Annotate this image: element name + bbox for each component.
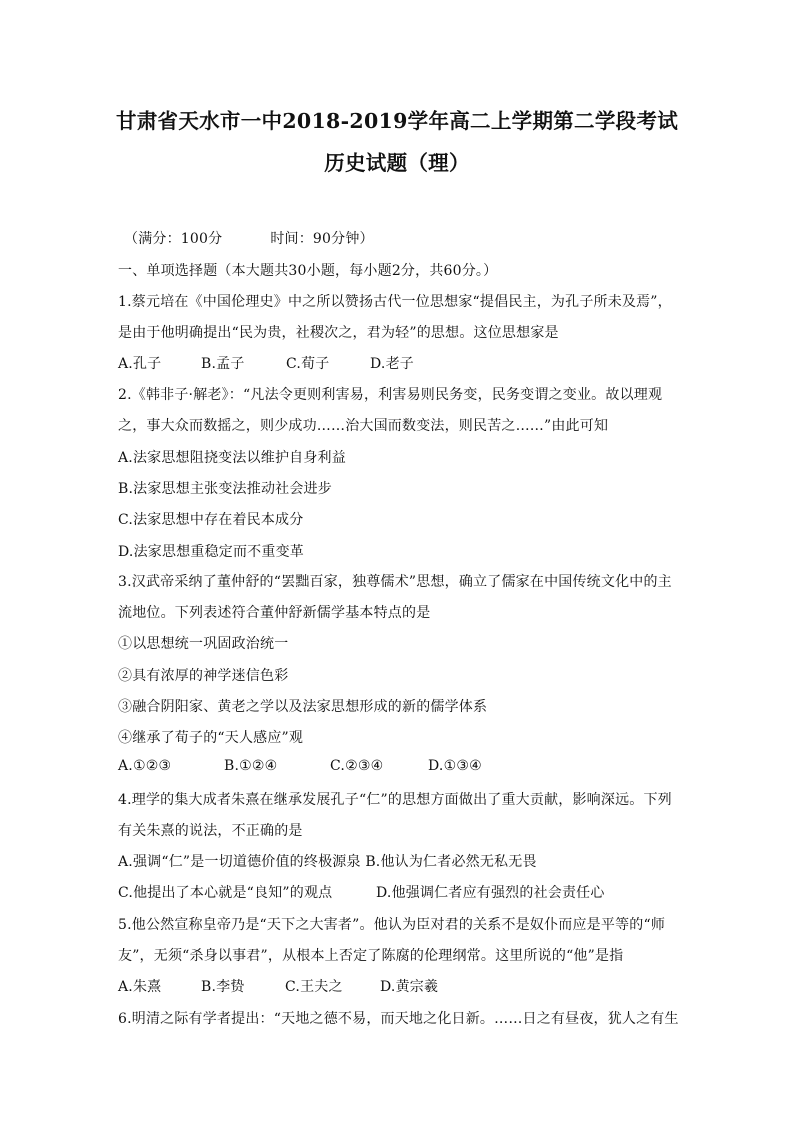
question-5-stem-line-1: 5.他公然宣称皇帝乃是“天下之大害者”。他认为臣对君的关系不是奴仆而应是平等的“师 <box>118 917 666 933</box>
question-1-stem-line-2: 是由于他明确提出“民为贵，社稷次之，君为轻”的思想。这位思想家是 <box>118 325 559 341</box>
question-3-item-3: ③融合阴阳家、黄老之学以及法家思想形成的新的儒学体系 <box>118 699 488 715</box>
question-2-stem-line-2: 之，事大众而数摇之，则少成功……治大国而数变法，则民苦之……”由此可知 <box>118 418 609 434</box>
question-3-item-4: ④继承了荀子的“天人感应”观 <box>118 730 304 746</box>
option-b: B.①②④ <box>224 758 278 774</box>
option-d: D.①③④ <box>428 758 482 774</box>
question-6-stem-line-1: 6.明清之际有学者提出：“天地之德不易，而天地之化日新。……日之有昼夜，犹人之有生 <box>118 1011 679 1027</box>
question-5-options <box>118 976 438 996</box>
option-d: D.黄宗羲 <box>380 979 439 995</box>
question-3-item-1: ①以思想统一巩固政治统一 <box>118 636 289 652</box>
question-2-option-c: C.法家思想中存在着民本成分 <box>118 512 304 528</box>
question-5-stem-line-2: 友”，无须“杀身以事君”，从根本上否定了陈腐的伦理纲常。这里所说的“他”是指 <box>118 948 624 964</box>
option-c: C.②③④ <box>330 758 384 774</box>
question-3-item-2: ②具有浓厚的神学迷信色彩 <box>118 668 289 684</box>
option-a: A.孔子 <box>118 356 162 372</box>
question-4-options-ab: A.强调“仁”是一切道德价值的终极源泉 B.他认为仁者必然无私无畏 <box>118 854 537 870</box>
document-title: 甘肃省天水市一中2018-2019学年高二上学期第二学段考试 <box>115 109 679 133</box>
question-4-stem-line-1: 4.理学的集大成者朱熹在继承发展孔子“仁”的思想方面做出了重大贡献，影响深远。下列 <box>118 792 672 808</box>
question-4-stem-line-2: 有关朱熹的说法，不正确的是 <box>118 823 303 839</box>
option-a: A.朱熹 <box>118 979 162 995</box>
exam-info <box>124 228 374 248</box>
exam-time: 时间：90分钟） <box>270 231 374 247</box>
option-b: B.李贽 <box>201 979 245 995</box>
question-2-option-a: A.法家思想阻挠变法以维护自身利益 <box>118 450 346 466</box>
option-d: D.他强调仁者应有强烈的社会责任心 <box>376 885 605 901</box>
question-3-stem-line-1: 3.汉武帝采纳了董仲舒的“罢黜百家，独尊儒术”思想，确立了儒家在中国传统文化中的主 <box>118 574 672 590</box>
option-c: C.荀子 <box>286 356 330 372</box>
question-1-options <box>118 353 414 373</box>
document-subtitle: 历史试题（理） <box>324 151 470 175</box>
option-d: D.老子 <box>370 356 414 372</box>
option-c: C.王夫之 <box>285 979 343 995</box>
question-1-stem-line-1: 1.蔡元培在《中国伦理史》中之所以赞扬古代一位思想家“提倡民主，为孔子所未及焉”， <box>118 294 672 310</box>
question-4-options-cd <box>118 882 605 902</box>
question-2-option-b: B.法家思想主张变法推动社会进步 <box>118 481 332 497</box>
option-c: C.他提出了本心就是“良知”的观点 <box>118 885 333 901</box>
question-3-stem-line-2: 流地位。下列表述符合董仲舒新儒学基本特点的是 <box>118 605 431 621</box>
section-heading: 一、单项选择题（本大题共30小题，每小题2分，共60分。） <box>118 263 498 279</box>
question-2-option-d: D.法家思想重稳定而不重变革 <box>118 544 304 560</box>
question-2-stem-line-1: 2.《韩非子·解老》：“凡法令更则利害易，利害易则民务变，民务变谓之变业。故以理观 <box>118 387 663 403</box>
option-b: B.孟子 <box>201 356 245 372</box>
option-a: A.①②③ <box>118 758 172 774</box>
question-3-options <box>118 758 482 774</box>
full-score: （满分：100分 <box>124 231 223 247</box>
